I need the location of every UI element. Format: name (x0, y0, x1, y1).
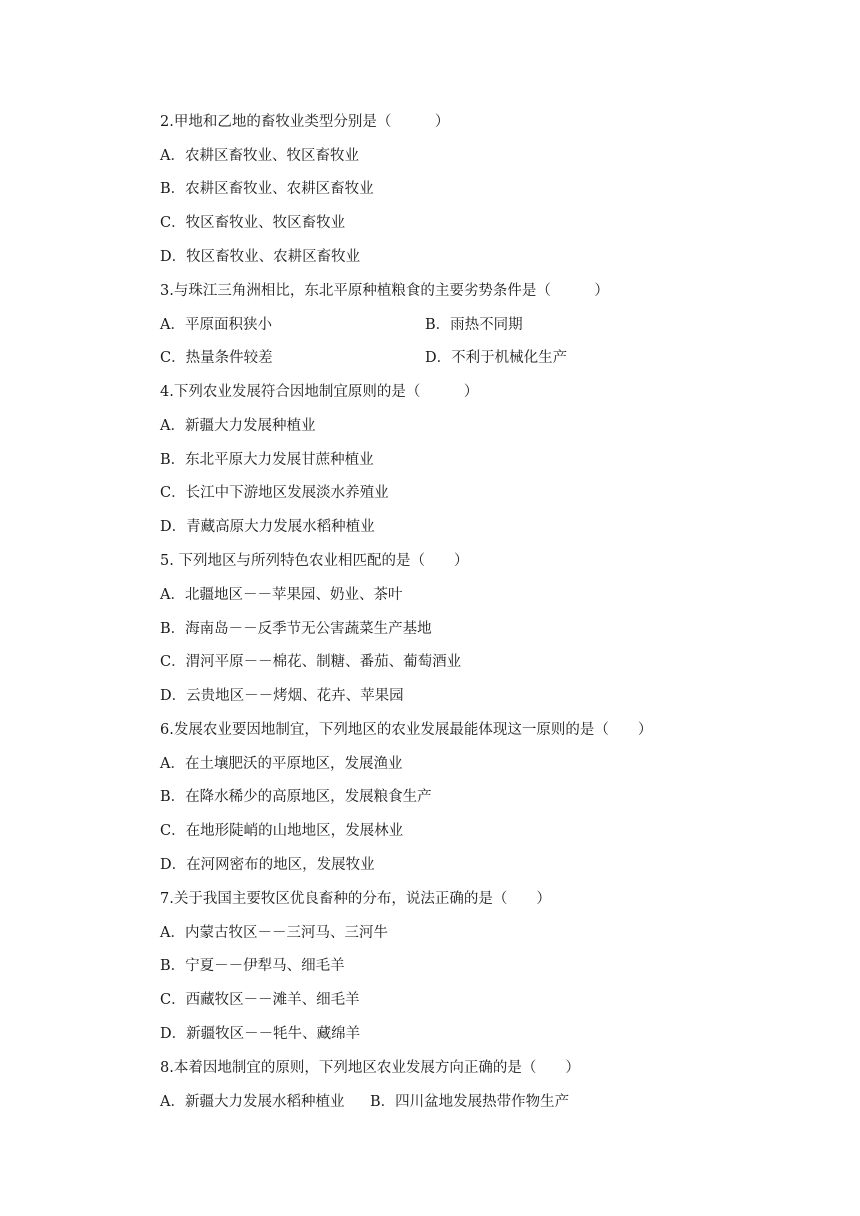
question-5-stem: 5. 下列地区与所列特色农业相匹配的是（ ） (160, 553, 469, 569)
question-3-option-c: C．热量条件较差 (160, 350, 273, 366)
question-2-option-d: D．牧区畜牧业、农耕区畜牧业 (160, 249, 361, 265)
question-7-option-d: D．新疆牧区－－牦牛、藏绵羊 (160, 1026, 361, 1042)
question-3-option-d: D．不利于机械化生产 (425, 350, 568, 366)
question-5-option-a: A．北疆地区－－苹果园、奶业、茶叶 (160, 587, 403, 603)
question-6-stem: 6.发展农业要因地制宜，下列地区的农业发展最能体现这一原则的是（ ） (160, 722, 653, 738)
question-8-option-b: B．四川盆地发展热带作物生产 (370, 1094, 570, 1110)
question-7-option-a: A．内蒙古牧区－－三河马、三河牛 (160, 925, 388, 941)
question-2-option-a: A．农耕区畜牧业、牧区畜牧业 (160, 148, 359, 164)
question-7-option-b: B．宁夏－－伊犁马、细毛羊 (160, 958, 345, 974)
question-3-option-a: A．平原面积狭小 (160, 317, 272, 333)
question-4-option-a: A．新疆大力发展种植业 (160, 418, 316, 434)
question-5-option-c: C．渭河平原－－棉花、制糖、番茄、葡萄酒业 (160, 654, 462, 670)
question-6-option-a: A．在土壤肥沃的平原地区，发展渔业 (160, 756, 403, 772)
question-8-stem: 8.本着因地制宜的原则，下列地区农业发展方向正确的是（ ） (160, 1060, 580, 1076)
question-2-option-b: B．农耕区畜牧业、农耕区畜牧业 (160, 181, 374, 197)
question-6-option-d: D．在河网密布的地区，发展牧业 (160, 857, 375, 873)
question-7-stem: 7.关于我国主要牧区优良畜种的分布，说法正确的是（ ） (160, 891, 551, 907)
question-6-option-b: B．在降水稀少的高原地区，发展粮食生产 (160, 789, 432, 805)
question-3-option-b: B．雨热不同期 (425, 317, 523, 333)
question-2-stem: 2.甲地和乙地的畜牧业类型分别是（ ） (160, 114, 450, 130)
question-7-option-c: C．西藏牧区－－滩羊、细毛羊 (160, 992, 360, 1008)
question-4-option-d: D．青藏高原大力发展水稻种植业 (160, 519, 375, 535)
question-2-option-c: C．牧区畜牧业、牧区畜牧业 (160, 215, 346, 231)
question-5-option-b: B．海南岛－－反季节无公害蔬菜生产基地 (160, 621, 432, 637)
question-3-stem: 3.与珠江三角洲相比，东北平原种植粮食的主要劣势条件是（ ） (160, 283, 609, 299)
question-5-option-d: D．云贵地区－－烤烟、花卉、苹果园 (160, 688, 404, 704)
question-4-option-c: C．长江中下游地区发展淡水养殖业 (160, 485, 389, 501)
question-8-option-a: A．新疆大力发展水稻种植业 (160, 1094, 345, 1110)
question-4-option-b: B．东北平原大力发展甘蔗种植业 (160, 452, 374, 468)
question-6-option-c: C．在地形陡峭的山地地区，发展林业 (160, 823, 404, 839)
question-4-stem: 4.下列农业发展符合因地制宜原则的是（ ） (160, 384, 479, 400)
